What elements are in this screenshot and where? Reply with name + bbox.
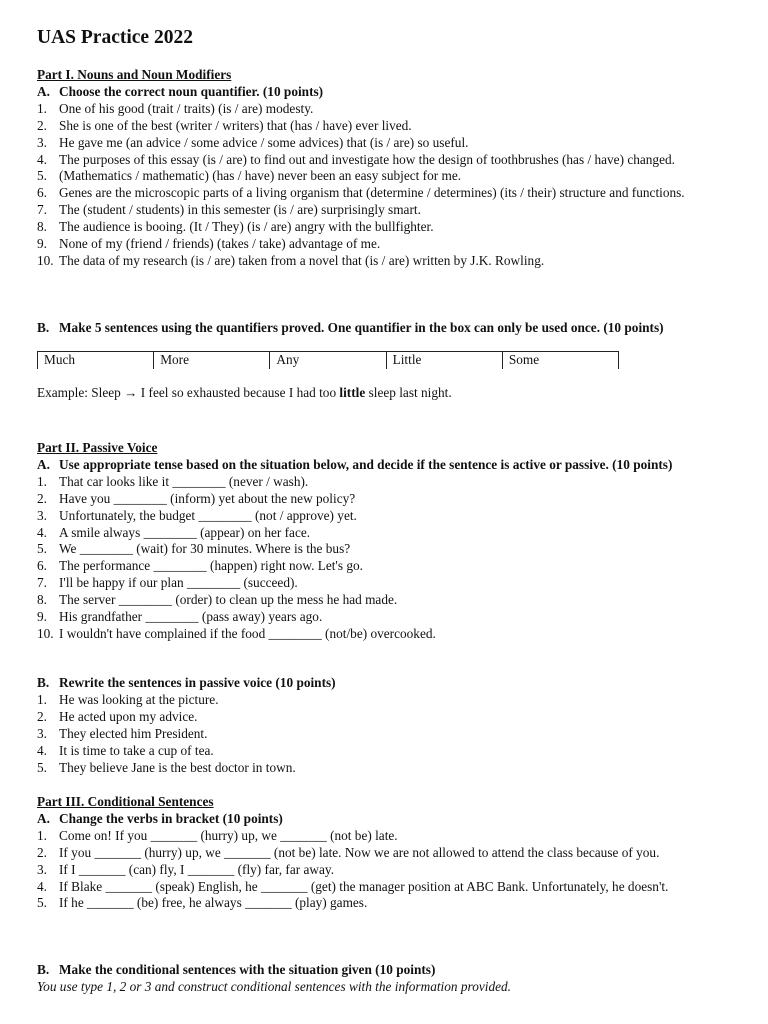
question-item bbox=[37, 895, 737, 912]
question-text: The purposes of this essay (is / are) to find out and investigate how the design of toothbrushes (has / have) changed. bbox=[59, 151, 675, 167]
question-item bbox=[37, 692, 737, 709]
question-item bbox=[37, 219, 737, 236]
question-item bbox=[37, 558, 737, 575]
part-2b-heading: B. Rewrite the sentences in passive voice (10 points) bbox=[37, 675, 336, 690]
question-text: The data of my research (is / are) taken from a novel that (is / are) written by J.K. Rowling. bbox=[59, 252, 545, 268]
question-text: She is one of the best (writer / writers) that (has / have) ever lived. bbox=[59, 117, 412, 133]
question-item bbox=[37, 118, 737, 135]
question-item bbox=[37, 709, 737, 726]
quantifier-cell: Little bbox=[386, 352, 502, 369]
question-item bbox=[37, 743, 737, 760]
question-number: 2. bbox=[37, 117, 47, 133]
question-text: We ________ (wait) for 30 minutes. Where is the bus? bbox=[59, 541, 351, 557]
question-number: 6. bbox=[37, 558, 47, 574]
question-text: If you _______ (hurry) up, we _______ (not be) late. Now we are not allowed to attend the class because of you. bbox=[59, 844, 660, 860]
question-item bbox=[37, 202, 737, 219]
part-3b-heading: B. Make the conditional sentences with the situation given (10 points) bbox=[37, 962, 436, 977]
question-number: 5. bbox=[37, 168, 47, 184]
part-3a-heading: A. Change the verbs in bracket (10 points) bbox=[37, 810, 283, 826]
question-number: 2. bbox=[37, 490, 47, 506]
part-1a-heading: A. Choose the correct noun quantifier. (10 points) bbox=[37, 83, 324, 99]
question-text: It is time to take a cup of tea. bbox=[59, 742, 214, 758]
question-text: He acted upon my advice. bbox=[59, 708, 198, 724]
question-text: A smile always ________ (appear) on her face. bbox=[59, 524, 311, 540]
part-2-title: Part II. Passive Voice bbox=[37, 440, 158, 455]
question-number: 9. bbox=[37, 236, 47, 252]
question-number: 4. bbox=[37, 878, 47, 894]
question-text: Unfortunately, the budget ________ (not / approve) yet. bbox=[59, 507, 357, 523]
question-number: 3. bbox=[37, 725, 47, 741]
part-3a-list bbox=[37, 828, 737, 913]
question-number: 6. bbox=[37, 185, 47, 201]
question-text: Have you ________ (inform) yet about the new policy? bbox=[59, 490, 356, 506]
question-item bbox=[37, 474, 737, 491]
question-item bbox=[37, 609, 737, 626]
question-item bbox=[37, 845, 737, 862]
question-item bbox=[37, 491, 737, 508]
question-text: Come on! If you _______ (hurry) up, we _______ (not be) late. bbox=[59, 827, 398, 843]
question-number: 4. bbox=[37, 151, 47, 167]
question-text: He was looking at the picture. bbox=[59, 691, 219, 707]
question-number: 8. bbox=[37, 219, 47, 235]
question-number: 9. bbox=[37, 609, 47, 625]
question-item bbox=[37, 253, 737, 270]
quantifier-cell: More bbox=[153, 352, 269, 369]
part-2b-section bbox=[37, 675, 737, 776]
question-number: 5. bbox=[37, 541, 47, 557]
part-1-title: Part I. Nouns and Noun Modifiers bbox=[37, 67, 232, 82]
part-2a-list bbox=[37, 474, 737, 643]
question-text: His grandfather ________ (pass away) years ago. bbox=[59, 609, 323, 625]
question-number: 1. bbox=[37, 691, 47, 707]
question-number: 7. bbox=[37, 575, 47, 591]
question-item bbox=[37, 508, 737, 525]
question-number: 10. bbox=[37, 252, 54, 268]
question-item bbox=[37, 168, 737, 185]
question-number: 3. bbox=[37, 507, 47, 523]
question-number: 10. bbox=[37, 625, 54, 641]
question-text: The performance ________ (happen) right now. Let's go. bbox=[59, 558, 363, 574]
question-item bbox=[37, 135, 737, 152]
question-number: 3. bbox=[37, 134, 47, 150]
question-item bbox=[37, 592, 737, 609]
part-3b-instruction: You use type 1, 2 or 3 and construct conditional sentences with the information provided. bbox=[37, 978, 511, 994]
question-text: I'll be happy if our plan ________ (succeed). bbox=[59, 575, 298, 591]
question-number: 4. bbox=[37, 742, 47, 758]
question-number: 8. bbox=[37, 592, 47, 608]
question-text: He gave me (an advice / some advice / some advices) that (is / are) so useful. bbox=[59, 134, 469, 150]
question-text: One of his good (trait / traits) (is / are) modesty. bbox=[59, 100, 314, 116]
part-1b-section bbox=[37, 320, 737, 402]
part-3b-section bbox=[37, 962, 737, 996]
question-number: 7. bbox=[37, 202, 47, 218]
part-3-section bbox=[37, 794, 737, 912]
question-item bbox=[37, 236, 737, 253]
part-1a-list bbox=[37, 101, 737, 270]
question-item bbox=[37, 879, 737, 896]
question-text: If Blake _______ (speak) English, he _______ (get) the manager position at ABC Bank. Unfortunately, he doesn't. bbox=[59, 878, 669, 894]
question-text: They elected him President. bbox=[59, 725, 208, 741]
question-number: 1. bbox=[37, 473, 47, 489]
question-number: 2. bbox=[37, 844, 47, 860]
part-1b-heading: B. Make 5 sentences using the quantifiers proved. One quantifier in the box can only be used once. (10 points) bbox=[37, 320, 664, 335]
question-number: 4. bbox=[37, 524, 47, 540]
question-number: 1. bbox=[37, 827, 47, 843]
question-number: 2. bbox=[37, 708, 47, 724]
question-text: The (student / students) in this semester (is / are) surprisingly smart. bbox=[59, 202, 421, 218]
quantifier-cell: Any bbox=[269, 352, 385, 369]
question-number: 5. bbox=[37, 759, 47, 775]
question-item bbox=[37, 726, 737, 743]
arrow-icon: → bbox=[124, 384, 138, 400]
question-item bbox=[37, 101, 737, 118]
question-text: The server ________ (order) to clean up the mess he had made. bbox=[59, 592, 398, 608]
question-text: That car looks like it ________ (never / wash). bbox=[59, 473, 309, 489]
page-title: UAS Practice 2022 bbox=[37, 27, 193, 48]
example-sentence: Example: Sleep → I feel so exhausted because I had too little sleep last night. bbox=[37, 384, 452, 400]
question-item bbox=[37, 185, 737, 202]
question-item bbox=[37, 862, 737, 879]
question-item bbox=[37, 575, 737, 592]
question-item bbox=[37, 525, 737, 542]
question-item bbox=[37, 626, 737, 643]
question-text: They believe Jane is the best doctor in town. bbox=[59, 759, 296, 775]
question-text: None of my (friend / friends) (takes / take) advantage of me. bbox=[59, 236, 381, 252]
question-text: (Mathematics / mathematic) (has / have) never been an easy subject for me. bbox=[59, 168, 462, 184]
quantifier-box bbox=[37, 351, 619, 369]
question-item bbox=[37, 152, 737, 169]
quantifier-cell: Much bbox=[37, 352, 153, 369]
part-2b-list bbox=[37, 692, 737, 777]
question-number: 5. bbox=[37, 895, 47, 911]
question-text: I wouldn't have complained if the food ________ (not/be) overcooked. bbox=[59, 625, 436, 641]
quantifier-cell: Some bbox=[502, 352, 619, 369]
part-1-section bbox=[37, 67, 737, 270]
question-item bbox=[37, 541, 737, 558]
question-number: 3. bbox=[37, 861, 47, 877]
question-item bbox=[37, 760, 737, 777]
question-item bbox=[37, 828, 737, 845]
question-text: If I _______ (can) fly, I _______ (fly) far, far away. bbox=[59, 861, 335, 877]
part-2-section bbox=[37, 440, 737, 643]
question-text: If he _______ (be) free, he always _______ (play) games. bbox=[59, 895, 368, 911]
question-text: The audience is booing. (It / They) (is / are) angry with the bullfighter. bbox=[59, 219, 434, 235]
part-3-title: Part III. Conditional Sentences bbox=[37, 794, 214, 809]
part-2a-heading: A. Use appropriate tense based on the situation below, and decide if the sentence is active or passive. (10 points) bbox=[37, 456, 673, 472]
question-text: Genes are the microscopic parts of a living organism that (determine / determines) (its / their) structure and functions. bbox=[59, 185, 685, 201]
question-number: 1. bbox=[37, 100, 47, 116]
